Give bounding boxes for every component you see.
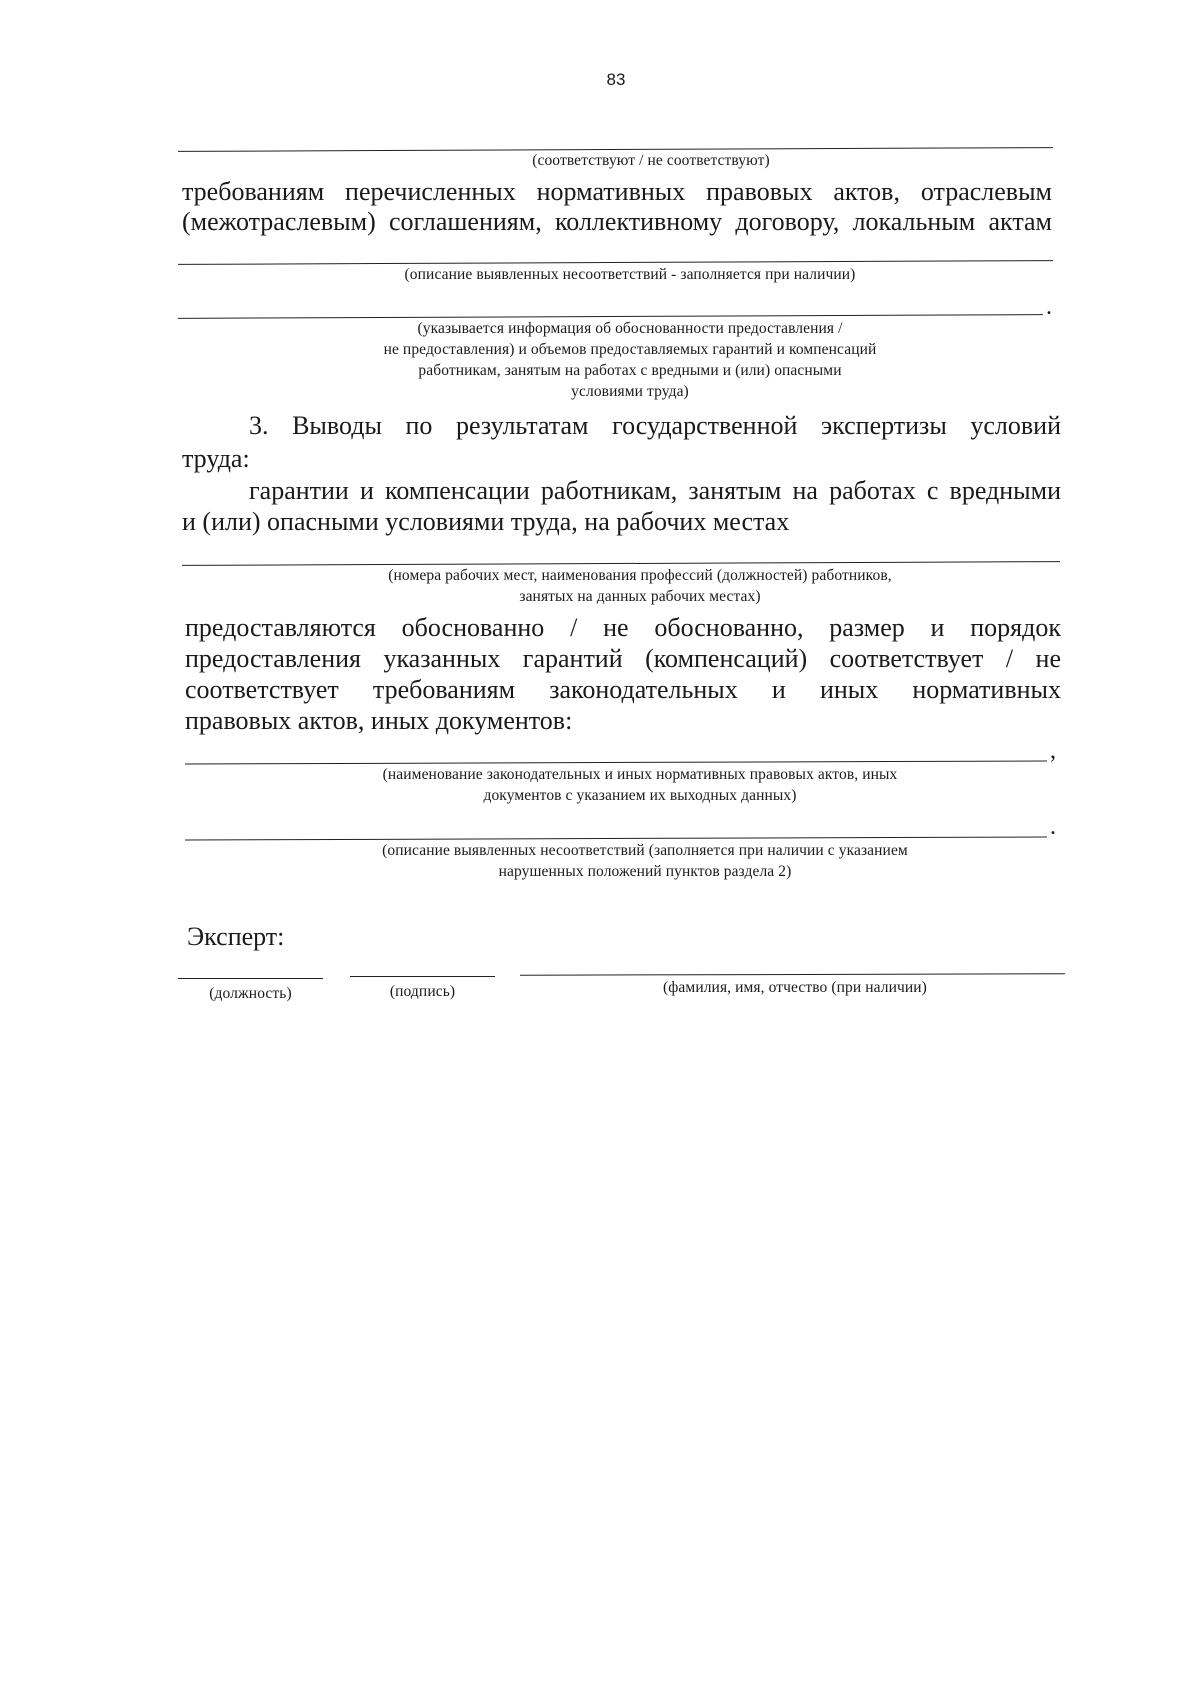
line-end-period-2: . [1050,814,1056,840]
section3-heading-line1: 3. Выводы по результатам государственной экспертизы условий [249,411,1061,440]
caption-justification-1: (указывается информация об обоснованности предоставления / [417,320,843,337]
caption-justification-4: условиями труда) [571,383,689,400]
caption-signature: (подпись) [389,983,456,1000]
caption-conformity: (соответствуют / не соответствуют) [532,152,770,169]
caption-justification-2: не предоставления) и объемов предоставляемых гарантий и компенсаций [383,341,877,358]
fill-line-full-name[interactable] [520,973,1065,975]
section3-heading-line2: труда: [182,444,250,473]
caption-full-name: (фамилия, имя, отчество (при наличии) [663,979,927,996]
line-end-comma: , [1050,738,1056,764]
caption-violations-2: нарушенных положений пунктов раздела 2) [498,863,792,880]
caption-workplaces-2: занятых на данных рабочих местах) [519,588,761,605]
provision-line3: соответствует требованиям законодательных и иных нормативных [185,675,1061,704]
caption-violations-1: (описание выявленных несоответствий (заполняется при наличии с указанием [382,842,908,859]
caption-acts-2: документов с указанием их выходных данных) [483,787,797,804]
guarantees-line1: гарантии и компенсации работникам, занятым на работах с вредными [249,476,1061,505]
provision-line1: предоставляются обоснованно / не обоснованно, размер и порядок [185,613,1061,642]
page-number: 83 [606,70,626,89]
paragraph-requirements-line2: (межотраслевым) соглашениям, коллективному договору, локальным актам [182,207,1052,236]
expert-label: Эксперт: [187,922,285,951]
provision-line2: предоставления указанных гарантий (компенсаций) соответствует / не [185,644,1061,673]
caption-workplaces-1: (номера рабочих мест, наименования профессий (должностей) работников, [388,567,892,584]
caption-acts-1: (наименование законодательных и иных нормативных правовых актов, иных [382,766,898,783]
guarantees-line2: и (или) опасными условиями труда, на рабочих местах [182,507,790,536]
paragraph-requirements-line1: требованиям перечисленных нормативных правовых актов, отраслевым [182,177,1052,206]
caption-justification-3: работникам, занятым на работах с вредными и (или) опасными [418,362,842,379]
caption-position: (должность) [209,985,292,1002]
fill-line-signature[interactable] [350,976,495,977]
line-end-period: . [1046,294,1052,320]
caption-mismatch: (описание выявленных несоответствий - заполняется при наличии) [404,266,856,283]
provision-line4: правовых актов, иных документов: [185,706,573,735]
fill-line-position[interactable] [178,978,323,979]
